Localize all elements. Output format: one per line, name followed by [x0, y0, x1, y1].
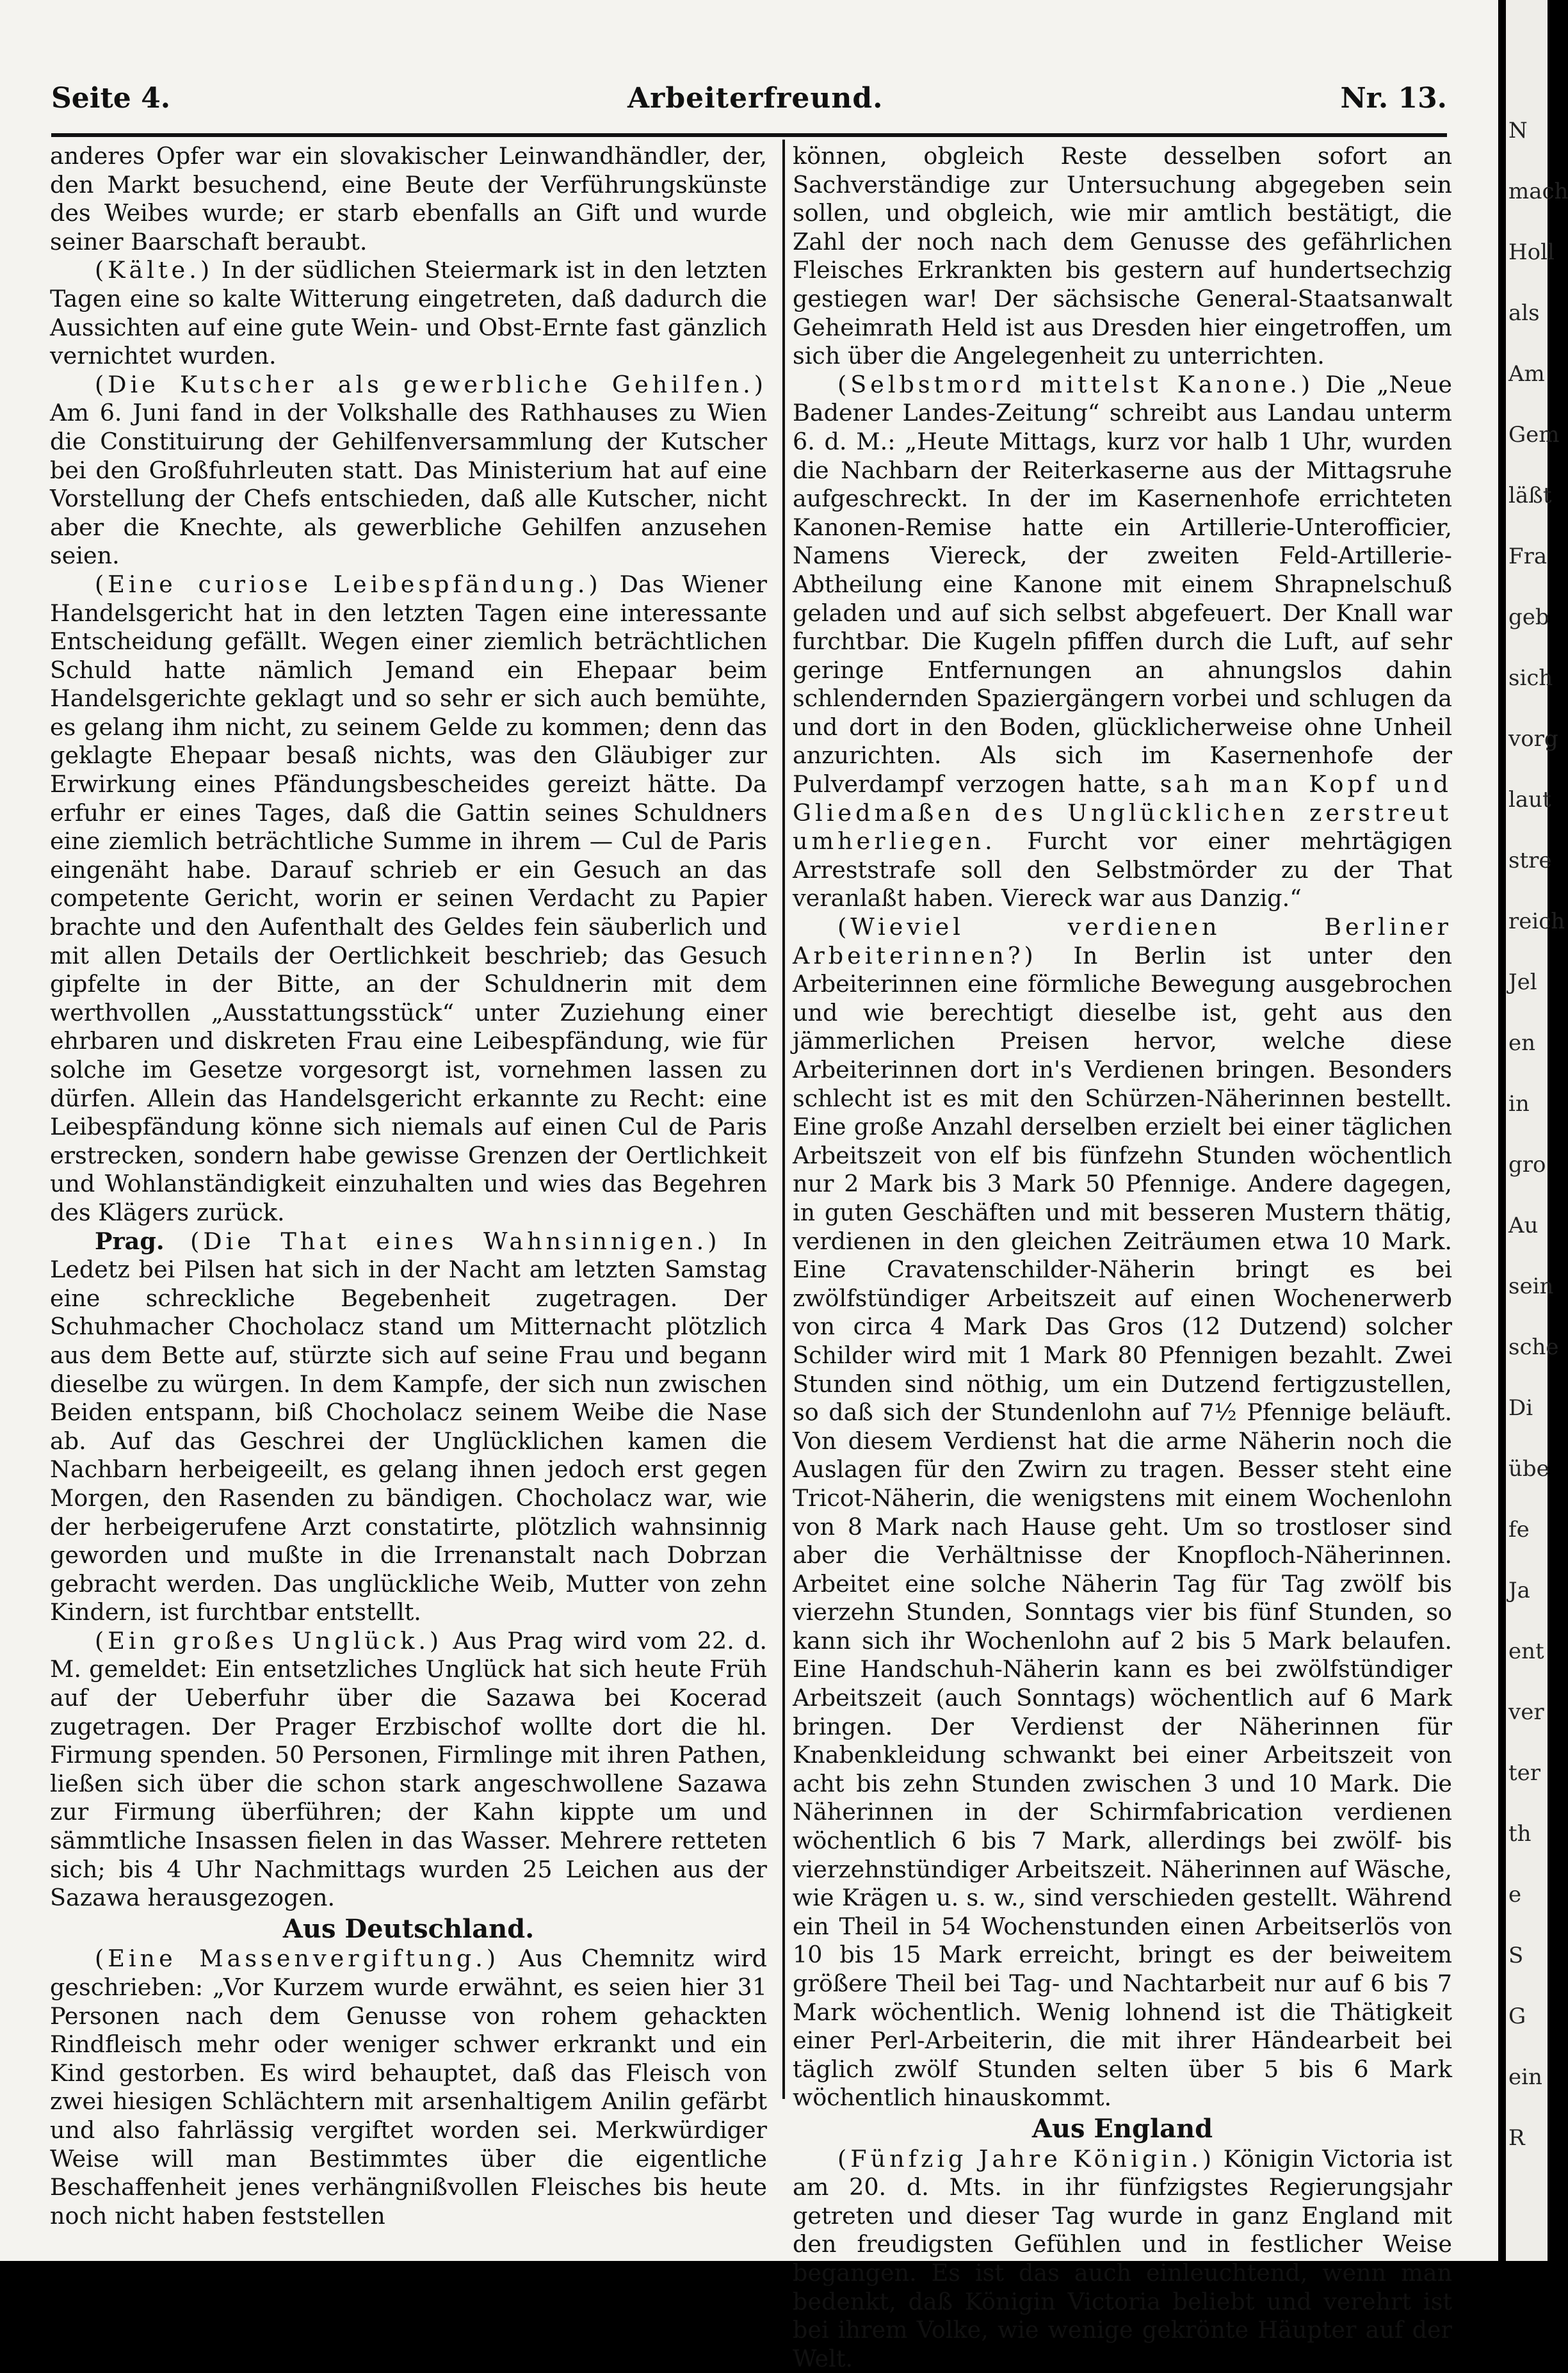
- edge-fragment: th: [1508, 1821, 1532, 1847]
- edge-fragment: stre: [1508, 848, 1552, 873]
- edge-fragment: Holl: [1508, 239, 1555, 265]
- edge-fragment: ter: [1508, 1760, 1541, 1786]
- section-title-england: Aus England: [1031, 2113, 1213, 2144]
- edge-fragment: Jel: [1508, 969, 1537, 995]
- edge-fragment: N: [1508, 118, 1528, 143]
- article-selbstmord: (Selbstmord mittelst Kanone.) Die „Neue Badener Landes-Zeitung“ schreibt aus Landau unterm 6. d. M.: „Heute Mittags, kurz vor halb 1 Uhr, wurden die Nachbarn der Reiterkaserne aus der Mittagsruhe aufgeschreckt. In der im Kasernenhofe errichteten Kanonen-Remise hatte ein Artillerie-Unterofficier, Namens Viereck, der zweiten Feld-Artillerie-Abtheilung eine Kanone mit einem Shrapnelschuß geladen und auf sich selbst abgefeuert. Der Knall war furchtbar. Die Kugeln pfiffen durch die Luft, auf sehr geringe Entfernungen an ahnungslos dahin schlendernden Spaziergängern vorbei und schlugen da und dort in den Boden, glücklicherweise ohne Unheil anzurichten. Als sich im Kasernenhofe der Pulverdampf verzogen hatte, sah man Kopf und Gliedmaßen des Unglücklichen zerstreut umherliegen. Furcht vor einer mehrtägigen Arreststrafe soll den Selbstmörder zu der That veranlaßt haben. Viereck war aus Danzig.“: [793, 370, 1453, 912]
- issue-number: Nr. 13.: [1340, 82, 1447, 115]
- edge-fragment: ent: [1508, 1639, 1544, 1664]
- article-koenigin: (Fünfzig Jahre Königin.) Königin Victoria ist am 20. d. Mts. in ihr fünfzigstes Regierungsjahr getreten und dieser Tag wurde in ganz England mit den freudigsten Gefühlen und in festlicher Weise begangen. Es ist das auch einleuchtend, wenn man bedenkt, daß Königin Victoria beliebt und verehrt ist bei ihrem Volke, wie wenige gekrönte Häupter auf der Welt.: [793, 2144, 1452, 2372]
- edge-fragment: Gem: [1508, 422, 1560, 448]
- edge-fragment: vorg: [1508, 726, 1558, 752]
- edge-fragment: geb: [1508, 604, 1549, 630]
- edge-fragment: en: [1508, 1030, 1536, 1056]
- edge-fragment: mach: [1508, 179, 1568, 204]
- article-heading: (Selbstmord mittelst Kanone.): [837, 370, 1314, 398]
- edge-fragment: R: [1508, 2125, 1525, 2151]
- edge-fragment: als: [1508, 300, 1540, 326]
- edge-fragment: laut: [1508, 787, 1551, 813]
- article-heading: (Eine Massenvergiftung.): [95, 1945, 500, 1973]
- page-label: Seite 4.: [51, 82, 171, 115]
- article-paragraph: anderes Opfer war ein slovakischer Leinwandhändler, der, den Markt besuchend, eine Beute der Verführungskünste des Weibes wurde; er starb ebenfalls an Gift und wurde seiner Baarschaft beraubt.: [50, 142, 767, 255]
- article-unglueck: (Ein großes Unglück.) Aus Prag wird vom 22. d. M. gemeldet: Ein entsetzliches Unglück hat sich heute Früh auf der Ueberfuhr über die Sazawa bei Kocerad zugetragen. Der Prager Erzbischof wollte dort die hl. Firmung spenden. 50 Personen, Firmlinge mit ihren Pathen, ließen sich über die schon stark angeschwollene Sazawa zur Firmung überführen; der Kahn kippte um und sämmtliche Insassen fielen in das Wasser. Mehrere retteten sich; bis 4 Uhr Nachmittags wurden 25 Leichen aus der Sazawa herausgezogen.: [50, 1626, 767, 1912]
- edge-fragment: Ja: [1508, 1578, 1530, 1603]
- edge-fragment: Di: [1508, 1395, 1533, 1421]
- article-arbeiterinnen: (Wieviel verdienen Berliner Arbeiterinnen?) In Berlin ist unter den Arbeiterinnen eine förmliche Bewegung ausgebrochen und wie berechtigt dieselbe ist, geht aus den jämmerlichen Preisen hervor, welche diese Arbeiterinnen dort in's Verdienen bringen. Besonders schlecht ist es mit den Schürzen-Näherinnen bestellt. Eine große Anzahl derselben erzielt bei einer täglichen Arbeitszeit von elf bis fünfzehn Stunden wöchentlich nur 2 Mark bis 3 Mark 50 Pfennige. Andere dagegen, in guten Geschäften und mit besseren Mustern thätig, verdienen in den gleichen Zeiträumen etwa 10 Mark. Eine Cravatenschilder-Näherin bringt es bei zwölfstündiger Arbeitszeit auf einen Wochenerwerb von circa 4 Mark Das Gros (12 Dutzend) solcher Schilder wird mit 1 Mark 80 Pfennigen bezahlt. Zwei Stunden sind nöthig, um ein Dutzend fertigzustellen, so daß sich der Stundenlohn auf 7½ Pfennige beläuft. Von diesem Verdienst hat die arme Näherin noch die Auslagen für den Zwirn zu tragen. Besser steht eine Tricot-Näherin, die wenigstens mit einem Wochenlohn von 8 Mark nach Hause geht. Um so trostloser sind aber die Verhältnisse der Knopfloch-Näherinnen. Arbeitet eine solche Näherin Tag für Tag zwölf bis vierzehn Stunden, Sonntags vier bis fünf Stunden, so kann sich ihr Wochenlohn auf 2 bis 5 Mark belaufen. Eine Handschuh-Näherin kann es bei zwölfstündiger Arbeitszeit (auch Sonntags) wöchentlich auf 6 Mark bringen. Der Verdienst der Näherinnen für Knabenkleidung schwankt bei einer Arbeitszeit von acht bis zehn Stunden zwischen 3 und 10 Mark. Die Näherinnen in der Schirmfabrication verdienen wöchentlich 6 bis 7 Mark, allerdings bei zwölf- bis vierzehnstündiger Arbeitszeit. Näherinnen auf Wäsche, wie Krägen u. s. w., sind verschieden gestellt. Während ein Theil in 54 Wochenstunden einen Arbeitserlös von 10 bis 15 Mark erreicht, bringt es der beiweitem größere Theil bei Tag- und Nachtarbeit nur auf 6 bis 7 Mark wöchentlich. Wenig lohnend ist die Thätigkeit einer Perl-Arbeiterin, die mit ihrer Händearbeit bei täglich zwölf Stunden selten über 5 bis 6 Mark wöchentlich hinauskommt.: [793, 913, 1452, 2112]
- article-heading: (Die Kutscher als gewerbliche Gehilfen.): [95, 370, 767, 398]
- article-heading: (Eine curiose Leibespfändung.): [95, 570, 602, 598]
- edge-fragment: Au: [1508, 1213, 1539, 1238]
- edge-fragment: fe: [1508, 1517, 1530, 1543]
- article-heading: (Fünfzig Jahre Königin.): [837, 2144, 1216, 2173]
- edge-fragment: übe: [1508, 1456, 1549, 1482]
- right-column: [793, 142, 1452, 2373]
- edge-fragment: G: [1508, 2004, 1526, 2029]
- left-column: [50, 142, 767, 2230]
- edge-fragment: sche: [1508, 1334, 1559, 1360]
- article-kaelte: (Kälte.) In der südlichen Steiermark ist in den letzten Tagen eine so kalte Witterung eingetreten, daß dadurch die Aussichten auf eine gute Wein- und Obst-Ernte fast gänzlich vernichtet wurden.: [50, 256, 767, 370]
- edge-fragment: reich: [1508, 909, 1565, 934]
- adjacent-page-edge: [1506, 0, 1568, 2261]
- edge-fragment: sich: [1508, 665, 1553, 691]
- edge-fragment: S: [1508, 1943, 1524, 1968]
- header-rule: [51, 133, 1447, 137]
- section-title-deutschland: Aus Deutschland.: [282, 1913, 535, 1944]
- edge-fragment: ver: [1508, 1699, 1544, 1725]
- article-heading: (Ein großes Unglück.): [95, 1626, 443, 1655]
- edge-fragment: Am: [1508, 361, 1545, 387]
- spaced-emphasis: sah man Kopf und Gliedmaßen des Unglücklichen zerstreut umherliegen.: [793, 770, 1453, 855]
- place-name: Prag.: [95, 1227, 165, 1255]
- paper-title: Arbeiterfreund.: [627, 82, 884, 115]
- edge-fragment: ein: [1508, 2064, 1542, 2090]
- article-heading: (Die That eines Wahnsinnigen.): [164, 1227, 721, 1255]
- article-paragraph: können, obgleich Reste desselben sofort an Sachverständige zur Untersuchung abgegeben sein sollen, und obgleich, wie mir amtlich bestätigt, die Zahl der noch nach dem Genusse des gefährlichen Fleisches Erkrankten bis gestern auf hundertsechzig gestiegen war! Der sächsische General-Staatsanwalt Geheimrath Held ist aus Dresden hier eingetroffen, um sich über die Angelegenheit zu unterrichten.: [793, 142, 1452, 370]
- edge-fragment: e: [1508, 1882, 1522, 1907]
- article-massenvergiftung: (Eine Massenvergiftung.) Aus Chemnitz wird geschrieben: „Vor Kurzem wurde erwähnt, es seien hier 31 Personen nach dem Genusse von rohem gehackten Rindfleisch mehr oder weniger schwer erkrankt und ein Kind gestorben. Es wird behauptet, daß das Fleisch von zwei hiesigen Schlächtern mit arsenhaltigem Anilin gefärbt und also fahrlässig vergiftet worden sei. Merkwürdiger Weise will man Bestimmtes über die eigentliche Beschaffenheit jenes verhängnißvollen Fleisches bis heute noch nicht haben feststellen: [50, 1945, 767, 2230]
- column-divider: [782, 140, 785, 2099]
- edge-fragment: Fra: [1508, 544, 1548, 569]
- edge-fragment: sein: [1508, 1274, 1554, 1299]
- article-wahnsinniger: Prag. (Die That eines Wahnsinnigen.) In Ledetz bei Pilsen hat sich in der Nacht am letzten Samstag eine schreckliche Begebenheit zugetragen. Der Schuhmacher Chocholacz stand um Mitternacht plötzlich aus dem Bette auf, stürzte sich auf seine Frau und begann dieselbe zu würgen. In dem Kampfe, der sich nun zwischen Beiden entspann, biß Chocholacz seinem Weibe die Nase ab. Auf das Geschrei der Unglücklichen kamen die Nachbarn herbeigeeilt, es gelang ihnen jedoch erst gegen Morgen, den Rasenden zu bändigen. Chocholacz war, wie der herbeigerufene Arzt constatirte, plötzlich wahnsinnig geworden und mußte in die Irrenanstalt nach Dobrzan gebracht werden. Das unglückliche Weib, Mutter von zehn Kindern, ist furchtbar entstellt.: [50, 1227, 767, 1626]
- article-kutscher: (Die Kutscher als gewerbliche Gehilfen.) Am 6. Juni fand in der Volkshalle des Rathhauses zu Wien die Constituirung der Gehilfenversammlung der Kutscher bei den Großfuhrleuten statt. Das Ministerium hat auf eine Vorstellung der Chefs entschieden, daß alle Kutscher, nicht aber die Knechte, als gewerbliche Gehilfen anzusehen seien.: [50, 370, 767, 570]
- edge-fragment: läßt: [1508, 483, 1552, 508]
- article-heading: (Kälte.): [95, 256, 214, 284]
- page-header: [51, 82, 1447, 128]
- edge-fragment: in: [1508, 1091, 1530, 1117]
- edge-fragment: gro: [1508, 1152, 1546, 1178]
- article-heading: (Wieviel verdienen Berliner Arbeiterinnen?): [793, 913, 1452, 969]
- article-leibespfaendung: (Eine curiose Leibespfändung.) Das Wiener Handelsgericht hat in den letzten Tagen eine interessante Entscheidung gefällt. Wegen einer ziemlich beträchtlichen Schuld hatte nämlich Jemand ein Ehepaar beim Handelsgerichte geklagt und so sehr er sich auch bemühte, es gelang ihm nicht, zu seinem Gelde zu kommen; denn das geklagte Ehepaar besaß nichts, was den Gläubiger zur Erwirkung eines Pfändungsbescheides gereizt hätte. Da erfuhr er eines Tages, daß die Gattin seines Schuldners eine ziemlich beträchtliche Summe in ihrem — Cul de Paris eingenäht habe. Darauf schrieb er ein Gesuch an das competente Gericht, worin er seinen Verdacht zu Papier brachte und den Aufenthalt des Geldes fein säuberlich und mit allen Details der Oertlichkeit beschrieb; das Gesuch gipfelte in der Bitte, an der Schuldnerin mit dem werthvollen „Ausstattungsstück“ unter Zuziehung einer ehrbaren und diskreten Frau eine Leibespfändung, wie für solche im Gesetze vorgesorgt ist, vornehmen lassen zu dürfen. Allein das Handelsgericht erkannte zu Recht: eine Leibespfändung könne sich niemals auf einen Cul de Paris erstrecken, sondern habe gewisse Grenzen der Oertlichkeit und Wohlanständigkeit einzuhalten und wies das Begehren des Klägers zurück.: [50, 570, 767, 1226]
